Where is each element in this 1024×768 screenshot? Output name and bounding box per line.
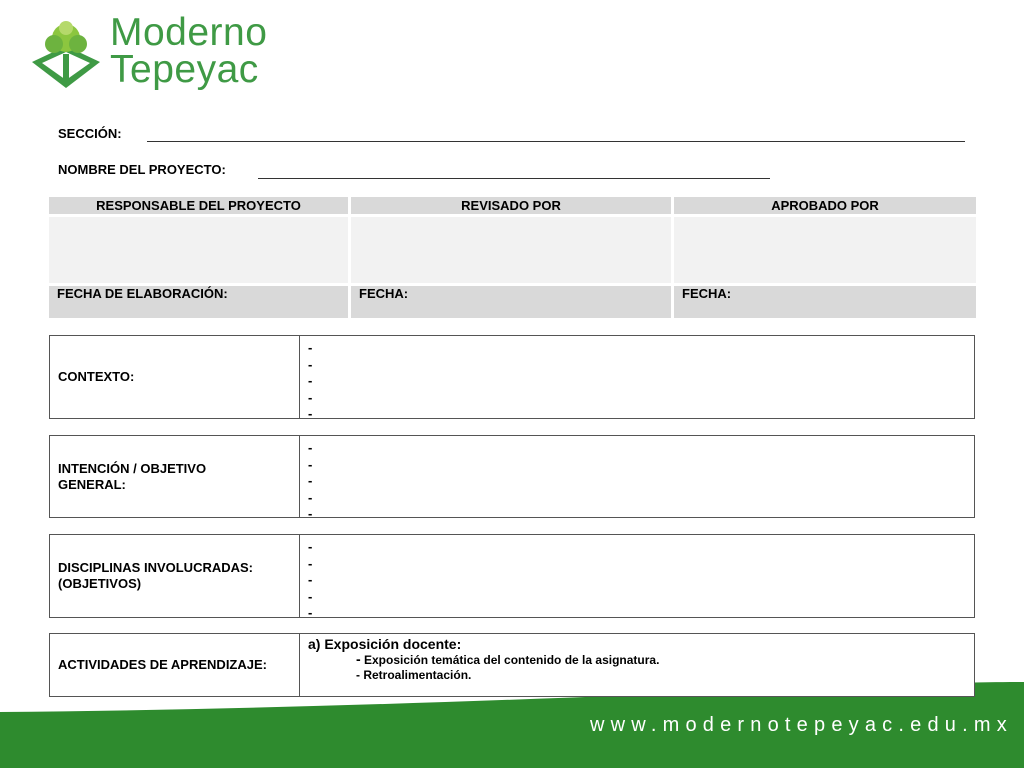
intencion-label-line-2: GENERAL: bbox=[58, 476, 126, 492]
revisado-cell[interactable] bbox=[351, 217, 671, 283]
intencion-content[interactable] bbox=[300, 436, 974, 521]
header-responsable: RESPONSABLE DEL PROYECTO bbox=[49, 197, 348, 214]
actividades-content[interactable] bbox=[300, 634, 974, 696]
list-item: - bbox=[308, 555, 313, 571]
disciplinas-label bbox=[50, 535, 300, 617]
fecha-revisado[interactable]: FECHA: bbox=[351, 286, 671, 318]
list-item bbox=[308, 652, 966, 668]
list-item: - bbox=[308, 440, 313, 455]
list-item: - bbox=[308, 406, 313, 421]
list-item: - bbox=[308, 340, 313, 355]
item-text: Exposición temática del contenido de la asignatura. bbox=[360, 653, 660, 667]
responsibility-table bbox=[46, 194, 979, 321]
contexto-block bbox=[49, 335, 975, 419]
table-header-row bbox=[49, 197, 976, 214]
list-item: - bbox=[308, 605, 313, 620]
disciplinas-block bbox=[49, 534, 975, 618]
list-item: - bbox=[308, 506, 313, 521]
item-dash: - bbox=[356, 651, 361, 667]
actividades-label: ACTIVIDADES DE APRENDIZAJE: bbox=[50, 634, 300, 696]
intencion-label-line-1: INTENCIÓN / OBJETIVO bbox=[58, 460, 207, 476]
contexto-label: CONTEXTO: bbox=[50, 336, 300, 418]
contexto-content[interactable] bbox=[300, 336, 974, 421]
signature-row bbox=[49, 217, 976, 283]
list-item: - bbox=[308, 389, 313, 405]
list-item: - bbox=[308, 588, 313, 604]
fecha-elaboracion[interactable]: FECHA DE ELABORACIÓN: bbox=[49, 286, 348, 318]
responsable-cell[interactable] bbox=[49, 217, 348, 283]
actividades-block bbox=[49, 633, 975, 697]
seccion-field[interactable] bbox=[147, 141, 965, 142]
logo-wordmark bbox=[110, 11, 268, 91]
disciplinas-content[interactable] bbox=[300, 535, 974, 620]
date-row bbox=[49, 286, 976, 318]
nombre-proyecto-label: NOMBRE DEL PROYECTO: bbox=[58, 162, 226, 177]
list-item: - Retroalimentación. bbox=[356, 668, 472, 682]
list-item: - bbox=[308, 456, 313, 472]
disciplinas-label-line-2: (OBJETIVOS) bbox=[58, 576, 142, 591]
list-item: - bbox=[308, 539, 313, 554]
list-item: - bbox=[308, 473, 313, 488]
website-url[interactable]: www.modernotepeyac.edu.mx bbox=[590, 714, 1013, 736]
list-item: - bbox=[308, 356, 313, 372]
list-item: - bbox=[308, 373, 313, 388]
fecha-aprobado[interactable]: FECHA: bbox=[674, 286, 976, 318]
header-aprobado: APROBADO POR bbox=[674, 197, 976, 214]
seccion-label: SECCIÓN: bbox=[58, 126, 122, 141]
disciplinas-label-line-1: DISCIPLINAS INVOLUCRADAS: bbox=[58, 560, 254, 575]
tree-logo-icon bbox=[28, 18, 104, 94]
logo-line-1: Moderno bbox=[110, 11, 268, 54]
intencion-block bbox=[49, 435, 975, 521]
list-item: - bbox=[308, 572, 313, 587]
nombre-proyecto-field[interactable] bbox=[258, 178, 770, 179]
list-item: - bbox=[308, 489, 313, 505]
aprobado-cell[interactable] bbox=[674, 217, 976, 283]
header-revisado: REVISADO POR bbox=[351, 197, 671, 214]
intencion-label bbox=[50, 436, 300, 517]
logo-line-2: Tepeyac bbox=[110, 48, 259, 91]
actividades-title: a) Exposición docente: bbox=[308, 636, 462, 652]
school-logo bbox=[28, 11, 318, 94]
